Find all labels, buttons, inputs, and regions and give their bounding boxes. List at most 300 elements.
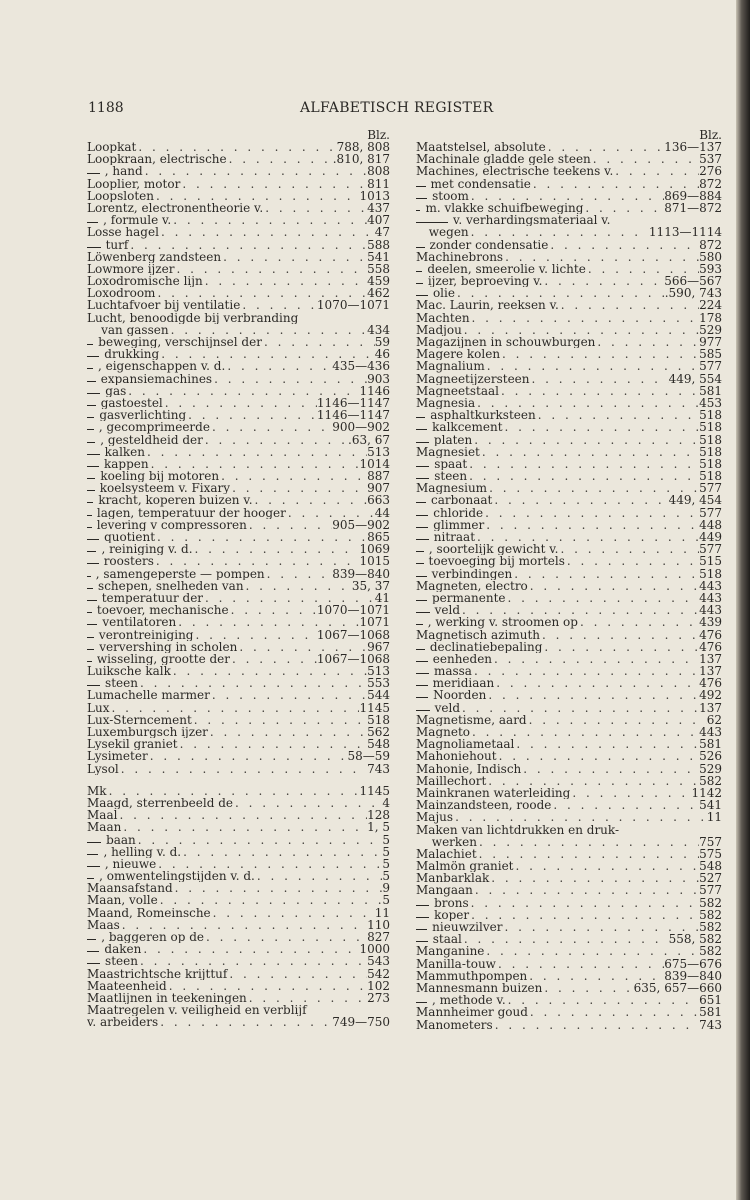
entry-term: carbonaat: [430, 494, 493, 507]
index-entry: [87, 797, 390, 809]
dot-leader: [470, 312, 700, 324]
index-entry: [87, 519, 390, 531]
entry-term: Mangaan: [416, 884, 473, 897]
dot-leader: [467, 458, 699, 470]
left-index-column: [87, 129, 390, 1029]
entry-pages: 548: [699, 860, 722, 873]
entry-pages: 541: [367, 250, 390, 263]
dot-leader: [499, 385, 699, 397]
dot-leader: [119, 763, 367, 775]
index-entry: [416, 799, 722, 811]
dot-leader: [469, 897, 699, 909]
index-entry: [416, 470, 722, 482]
entry-term: Machinale gladde gele steen: [416, 153, 591, 166]
index-entry: [87, 494, 390, 506]
ditto-dash: [416, 466, 429, 467]
dot-leader: [583, 202, 664, 214]
entry-term: Maastrichtsche krijttuf: [87, 967, 228, 980]
dot-leader: [219, 470, 367, 482]
dot-leader: [586, 263, 699, 275]
entry-term: toevoeging bij mortels: [428, 555, 565, 568]
index-entry: [87, 507, 390, 519]
dot-leader: [262, 336, 375, 348]
blz-label: Blz.: [367, 128, 390, 142]
index-entry: [416, 543, 722, 555]
entry-pages: 577: [699, 543, 722, 556]
entry-term: , formule v.: [103, 214, 172, 227]
index-entry: [87, 834, 390, 846]
entry-term: Mannheimer goud: [416, 1006, 528, 1019]
entry-term: werken: [431, 835, 478, 848]
ditto-dash: [87, 368, 93, 369]
entry-term: Maatstelsel, absolute: [416, 141, 546, 154]
page-title: ALFABETISCH REGISTER: [300, 100, 494, 116]
entry-term: Noorden: [433, 689, 487, 702]
dot-leader: [109, 702, 359, 714]
entry-pages: 62: [706, 713, 722, 726]
entry-term: ijzer, beproeving v.: [427, 275, 543, 288]
dot-leader: [286, 507, 375, 519]
dot-leader: [159, 226, 375, 238]
entry-pages: 537: [699, 153, 722, 166]
index-entry: [87, 470, 390, 482]
entry-term: drukking: [104, 348, 160, 361]
index-entry: [87, 894, 390, 906]
entry-term: Mainzandsteen, roode: [416, 799, 552, 812]
entry-pages: 977: [699, 336, 722, 349]
entry-term: van gassen: [101, 323, 169, 336]
index-entry: [87, 178, 390, 190]
index-entry: [87, 641, 390, 653]
index-entry: [87, 931, 390, 943]
index-entry: [87, 858, 390, 870]
index-entry: [416, 641, 722, 653]
entry-term: Loopkraan, electrische: [87, 153, 227, 166]
index-entry: [87, 555, 390, 567]
index-entry: [87, 689, 390, 701]
dot-leader: [578, 616, 699, 628]
entry-term: Manganine: [416, 945, 485, 958]
dot-leader: [192, 714, 367, 726]
entry-term: spaat: [434, 457, 468, 471]
index-entry: [416, 507, 722, 519]
entry-term: Maateenheid: [87, 979, 167, 992]
dot-leader: [486, 775, 699, 787]
entry-term: stoom: [432, 189, 469, 202]
dot-leader: [255, 870, 383, 882]
entry-pages: 577: [699, 884, 722, 897]
entry-pages: 492: [699, 689, 722, 702]
entry-term: Magneten, electro: [416, 579, 528, 592]
dot-leader: [136, 141, 336, 153]
dot-leader: [570, 787, 691, 799]
entry-term: Magazijnen in schouwburgen: [416, 336, 596, 349]
entry-term: Losse hagel: [87, 226, 159, 239]
entry-pages: 869—884: [664, 189, 722, 202]
entry-term: steen: [434, 470, 468, 483]
entry-pages: 865: [367, 531, 390, 544]
dot-leader: [558, 543, 699, 555]
entry-pages: 518: [699, 409, 722, 422]
index-entry: [416, 763, 722, 775]
index-entry: [87, 482, 390, 494]
index-entry: [416, 836, 722, 848]
ditto-dash: [416, 222, 448, 223]
entry-pages: 651: [699, 994, 722, 1007]
dot-leader: [121, 821, 367, 833]
entry-term: , werking v. stroomen op: [427, 616, 578, 629]
index-entry: [416, 226, 722, 238]
entry-term: gas: [105, 384, 127, 397]
index-entry: [416, 958, 722, 970]
dot-leader: [542, 275, 664, 287]
dot-leader: [136, 834, 383, 846]
ditto-dash: [87, 649, 94, 650]
entry-pages: 581: [699, 738, 722, 751]
entry-pages: 407: [367, 214, 390, 227]
index-entry: [416, 787, 722, 799]
index-entry: [416, 202, 722, 214]
entry-term: verbindingen: [431, 567, 513, 580]
index-entry: [416, 872, 722, 884]
dot-leader: [496, 958, 664, 970]
dot-leader: [591, 153, 699, 165]
ditto-dash: [87, 247, 101, 248]
entry-pages: 558, 582: [668, 933, 722, 946]
ditto-dash: [87, 393, 100, 394]
index-entry: [416, 409, 722, 421]
entry-pages: 178: [699, 311, 722, 324]
index-entry: [87, 251, 390, 263]
index-entry: [416, 775, 722, 787]
entry-term: Lumachelle marmer: [87, 689, 210, 702]
dot-leader: [455, 287, 665, 299]
dot-leader: [542, 641, 699, 653]
dot-leader: [210, 689, 367, 701]
ditto-dash: [87, 637, 94, 638]
index-entry: [416, 616, 722, 628]
ditto-dash: [87, 612, 92, 613]
entry-term: lagen, temperatuur der hooger: [96, 506, 286, 519]
ditto-dash: [87, 222, 98, 223]
entry-pages: 449, 554: [668, 372, 722, 385]
ditto-dash: [416, 649, 425, 650]
dot-leader: [167, 980, 367, 992]
dot-leader: [528, 1006, 699, 1018]
dot-leader: [156, 858, 382, 870]
entry-pages: 518: [367, 713, 390, 726]
dot-leader: [462, 933, 669, 945]
index-entry: [87, 409, 390, 421]
dot-leader: [148, 750, 348, 762]
dot-leader: [506, 994, 699, 1006]
dot-leader: [158, 1016, 332, 1028]
dot-leader: [475, 531, 699, 543]
entry-term: Luiksche kalk: [87, 665, 171, 678]
right-index-column: [416, 129, 722, 1031]
dot-leader: [475, 397, 699, 409]
dot-leader: [453, 811, 707, 823]
entry-pages: 5: [382, 870, 390, 883]
entry-term: kalken: [104, 445, 146, 458]
ditto-dash: [416, 417, 425, 418]
index-entry: [87, 202, 390, 214]
entry-pages: 562: [367, 726, 390, 739]
dot-leader: [595, 336, 699, 348]
ditto-dash: [416, 442, 429, 443]
entry-pages: 1070—1071: [316, 604, 390, 617]
entry-term: Lowmore ijzer: [87, 262, 175, 276]
entry-pages: 9: [382, 882, 390, 895]
index-entry: [87, 592, 390, 604]
entry-pages: 137: [699, 652, 722, 666]
dot-leader: [186, 409, 317, 421]
entry-term: Maan, volle: [87, 894, 158, 907]
entry-term: Maatregelen v. veiligheid en verblijf: [87, 1004, 307, 1017]
entry-term: Luxemburgsch ijzer: [87, 726, 208, 739]
index-entry: [416, 494, 722, 506]
entry-pages: 749—750: [332, 1016, 390, 1029]
dot-leader: [487, 482, 699, 494]
ditto-dash: [87, 429, 94, 430]
entry-pages: 527: [699, 872, 722, 885]
index-entry: [416, 153, 722, 165]
entry-term: Maatlijnen in teekeningen: [87, 991, 247, 1005]
dot-leader: [221, 251, 367, 263]
index-entry: [87, 943, 390, 955]
dot-leader: [203, 592, 375, 604]
entry-term: , hand: [104, 165, 143, 178]
index-entry: [87, 809, 390, 821]
dot-leader: [528, 580, 699, 592]
dot-leader: [460, 604, 699, 616]
dot-leader: [180, 178, 367, 190]
left-entry-list: [87, 141, 390, 1029]
entry-pages: 435—436: [332, 360, 390, 373]
ditto-dash: [87, 173, 100, 174]
entry-term: Machten: [416, 311, 470, 324]
entry-term: steen: [105, 677, 138, 690]
ditto-dash: [87, 405, 96, 406]
dot-leader: [546, 141, 664, 153]
index-entry: [87, 604, 390, 616]
ditto-dash: [416, 478, 429, 479]
index-entry: [87, 846, 390, 858]
entry-pages: 1146: [359, 384, 390, 397]
ditto-dash: [87, 502, 93, 503]
entry-pages: 585: [699, 348, 722, 361]
index-entry: [87, 580, 390, 592]
dot-leader: [477, 836, 699, 848]
entry-pages: 582: [699, 945, 722, 958]
entry-term: met condensatie: [430, 177, 531, 190]
entry-pages: 839—840: [332, 567, 390, 580]
entry-term: Magneetstaal: [416, 384, 500, 397]
index-entry: [416, 897, 722, 909]
entry-pages: 580: [699, 250, 722, 263]
index-entry: [416, 555, 722, 567]
index-entry: [416, 1006, 722, 1018]
dot-leader: [154, 190, 359, 202]
entry-term: declinatiebepaling: [429, 640, 543, 653]
dot-leader: [212, 373, 367, 385]
ditto-dash: [416, 710, 430, 711]
dot-leader: [230, 482, 367, 494]
dot-leader: [230, 653, 317, 665]
entry-term: Mainkranen waterleiding: [416, 786, 571, 800]
ditto-dash: [416, 563, 424, 564]
index-entry: [416, 275, 722, 287]
entry-pages: 582: [699, 921, 722, 934]
entry-pages: 137: [699, 701, 722, 714]
entry-term: Maas: [87, 918, 120, 931]
entry-term: Mac. Laurin, reeksen v.: [416, 299, 559, 312]
entry-term: Löwenberg zandsteen: [87, 250, 222, 263]
entry-pages: 11: [374, 906, 390, 919]
entry-pages: 743: [367, 762, 390, 775]
index-entry: [87, 1004, 390, 1016]
index-entry: [87, 421, 390, 433]
index-entry: [416, 750, 722, 762]
entry-term: Magnalium: [416, 360, 485, 373]
entry-pages: 273: [367, 991, 390, 1005]
ditto-dash: [87, 939, 96, 940]
dot-leader: [193, 543, 360, 555]
entry-pages: 476: [699, 677, 722, 690]
entry-term: temperatuur der: [101, 591, 204, 605]
ditto-dash: [87, 490, 95, 491]
entry-pages: 905—902: [332, 518, 390, 531]
entry-pages: 276: [699, 165, 722, 178]
ditto-dash: [416, 527, 428, 528]
index-entry: [87, 665, 390, 677]
dot-leader: [210, 421, 332, 433]
ditto-dash: [87, 951, 99, 952]
entry-term: turf: [105, 238, 129, 251]
entry-pages: 453: [699, 396, 722, 410]
entry-term: , soortelijk gewicht v.: [428, 543, 559, 556]
index-entry: [87, 750, 390, 762]
entry-pages: 900—902: [332, 421, 390, 434]
entry-pages: 518: [699, 457, 722, 471]
ditto-dash: [87, 466, 99, 467]
entry-term: Magnesiet: [416, 445, 480, 458]
dot-leader: [229, 604, 317, 616]
entry-term: expansiemachines: [100, 372, 213, 385]
index-entry: [416, 287, 722, 299]
dot-leader: [253, 494, 368, 506]
index-entry: [416, 933, 722, 945]
dot-leader: [203, 275, 367, 287]
dot-leader: [469, 190, 664, 202]
index-entry: [87, 968, 390, 980]
entry-pages: 518: [699, 433, 722, 446]
entry-pages: 542: [367, 967, 390, 980]
dot-leader: [240, 299, 317, 311]
ditto-dash: [416, 697, 428, 698]
entry-term: kappen: [103, 457, 149, 471]
ditto-dash: [416, 247, 425, 248]
dot-leader: [480, 446, 699, 458]
entry-term: Mahonie, Indisch: [416, 762, 522, 775]
entry-pages: 1145: [359, 701, 390, 714]
entry-term: , baggeren op de: [101, 931, 205, 944]
dot-leader: [194, 629, 317, 641]
index-entry: [87, 446, 390, 458]
dot-leader: [169, 324, 368, 336]
dot-leader: [120, 919, 367, 931]
entry-pages: 518: [699, 421, 722, 434]
entry-pages: 1014: [359, 457, 390, 471]
dot-leader: [204, 931, 367, 943]
entry-pages: 526: [699, 750, 722, 763]
entry-pages: 544: [367, 689, 390, 702]
dot-leader: [225, 360, 332, 372]
ditto-dash: [87, 344, 93, 345]
index-entry: [87, 275, 390, 287]
entry-pages: 46: [374, 348, 390, 361]
index-entry: [416, 629, 722, 641]
entry-pages: 548: [367, 738, 390, 751]
ditto-dash: [416, 539, 429, 540]
entry-term: brons: [434, 896, 469, 909]
dot-leader: [171, 214, 367, 226]
entry-pages: 588: [367, 238, 390, 251]
index-entry: [416, 824, 722, 836]
entry-pages: 518: [699, 567, 722, 580]
dot-leader: [203, 434, 348, 446]
entry-term: Manometers: [416, 1018, 493, 1031]
index-entry: [416, 677, 722, 689]
entry-pages: 443: [699, 726, 722, 739]
entry-pages: 808: [367, 165, 390, 178]
index-entry: [416, 982, 722, 994]
entry-term: gasverlichting: [99, 409, 187, 422]
dot-leader: [149, 458, 360, 470]
entry-term: koeling bij motoren: [100, 470, 220, 483]
ditto-dash: [416, 551, 424, 552]
entry-pages: 1000: [359, 943, 390, 956]
entry-term: kracht, koperen buizen v.: [98, 494, 253, 507]
entry-pages: 827: [367, 931, 390, 944]
entry-term: quotient: [104, 531, 156, 544]
entry-term: Maal: [87, 809, 118, 822]
index-entry: [87, 882, 390, 894]
entry-pages: 41: [374, 591, 390, 605]
ditto-dash: [416, 685, 428, 686]
dot-leader: [469, 909, 699, 921]
dot-leader: [484, 945, 699, 957]
ditto-dash: [87, 963, 100, 964]
entry-term: Lysol: [87, 762, 119, 775]
entry-pages: 443: [699, 579, 722, 592]
entry-pages: 575: [699, 847, 722, 861]
index-entry: [416, 421, 722, 433]
dot-leader: [531, 178, 699, 190]
entry-term: koelsysteem v. Fixary: [99, 482, 231, 495]
dot-leader: [145, 446, 367, 458]
entry-term: Madjou: [416, 323, 462, 336]
entry-pages: 110: [367, 918, 390, 931]
dot-leader: [247, 992, 367, 1004]
index-entry: [87, 299, 390, 311]
index-entry: [416, 653, 722, 665]
index-entry: [87, 153, 390, 165]
entry-term: Magnesium: [416, 482, 488, 495]
entry-pages: 462: [367, 287, 390, 300]
index-entry: [87, 653, 390, 665]
index-entry: [416, 994, 722, 1006]
